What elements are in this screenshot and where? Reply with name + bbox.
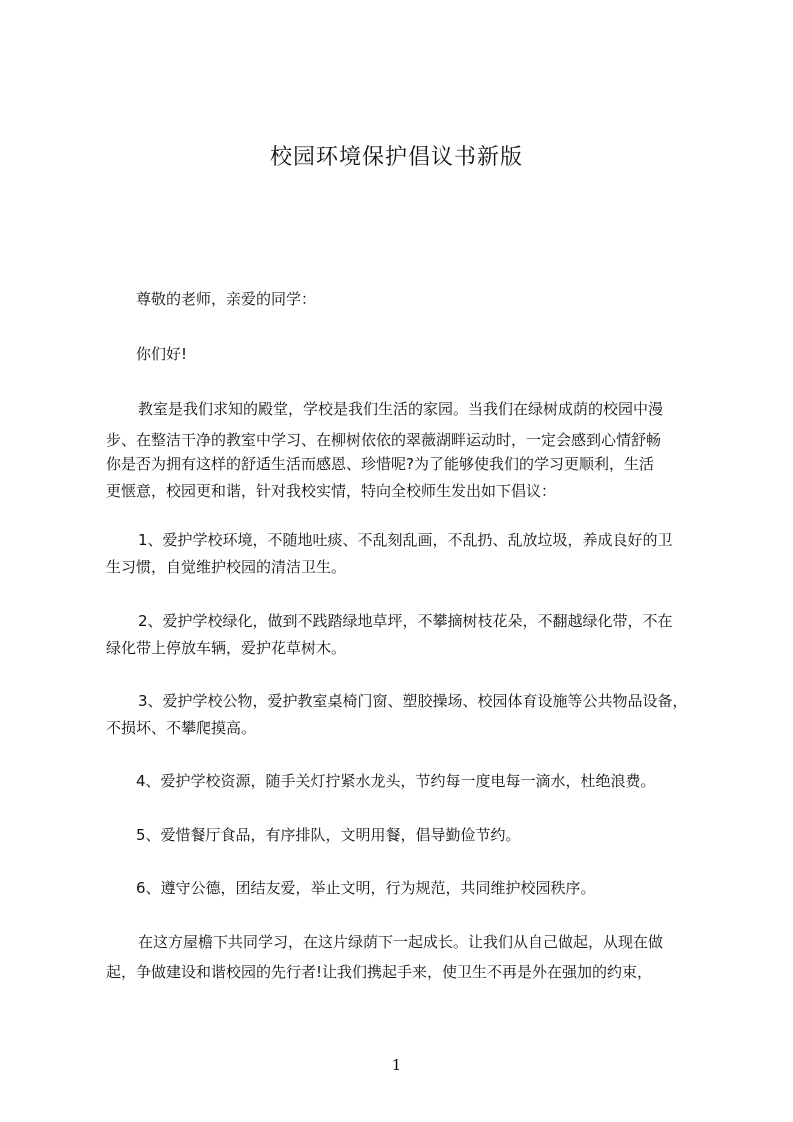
item1-line-1: 1、爱护学校环境，不随地吐痰、不乱刻乱画，不乱扔、乱放垃圾，养成良好的卫 — [138, 531, 673, 549]
intro-line-2: 步、在整洁干净的教室中学习、在柳树依依的翠薇湖畔运动时，一定会感到心情舒畅 — [106, 431, 662, 449]
salutation: 尊敬的老师，亲爱的同学： — [136, 290, 317, 308]
item3-line-2: 不损坏、不攀爬摸高。 — [106, 719, 257, 737]
item6: 6、遵守公德，团结友爱，举止文明，行为规范，共同维护校园秩序。 — [136, 879, 596, 897]
item4: 4、爱护学校资源，随手关灯拧紧水龙头，节约每一度电每一滴水，杜绝浪费。 — [136, 772, 656, 790]
item1-line-2: 生习惯，自觉维护校园的清洁卫生。 — [106, 558, 347, 576]
item2-line-2: 绿化带上停放车辆，爱护花草树木。 — [106, 639, 347, 657]
document-title: 校园环境保护倡议书新版 — [269, 145, 523, 170]
intro-line-1: 教室是我们求知的殿堂，学校是我们生活的家园。当我们在绿树成荫的校园中漫 — [138, 400, 664, 418]
item2-line-1: 2、爱护学校绿化，做到不践踏绿地草坪，不攀摘树枝花朵，不翻越绿化带，不在 — [138, 612, 673, 630]
item5: 5、爱惜餐厅食品，有序排队，文明用餐，倡导勤俭节约。 — [136, 826, 521, 844]
intro-line-3: 你是否为拥有这样的舒适生活而感恩、珍惜呢?为了能够使我们的学习更顺利，生活 — [106, 455, 654, 473]
intro-line-4: 更惬意，校园更和谐，针对我校实情，特向全校师生发出如下倡议： — [106, 482, 557, 500]
greeting: 你们好! — [136, 345, 188, 363]
closing-line-2: 起，争做建设和谐校园的先行者!让我们携起手来，使卫生不再是外在强加的约束， — [106, 963, 653, 981]
page-number: 1 — [391, 1056, 402, 1074]
item3-line-1: 3、爱护学校公物，爱护教室桌椅门窗、塑胶操场、校园体育设施等公共物品设备， — [138, 692, 688, 710]
closing-line-1: 在这方屋檐下共同学习，在这片绿荫下一起成长。让我们从自己做起，从现在做 — [138, 933, 664, 951]
